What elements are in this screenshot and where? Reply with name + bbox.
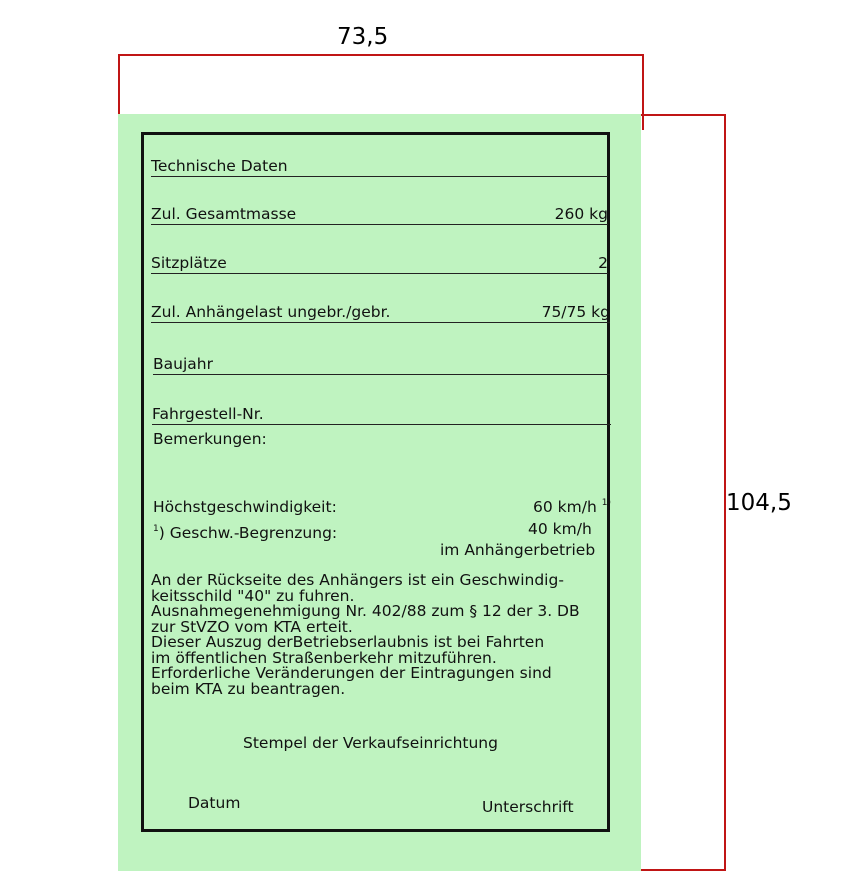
signature-label: Unterschrift [482, 798, 574, 816]
speed-limit-value: 40 km/h [528, 520, 592, 538]
section-title: Technische Daten [151, 157, 288, 175]
row-label: Sitzplätze [151, 254, 227, 272]
data-row-anhaengelast [151, 302, 610, 323]
speed-label: Höchstgeschwindigkeit: [153, 498, 337, 516]
width-dimension-right-tick [642, 54, 644, 130]
row-label: Fahrgestell-Nr. [152, 405, 264, 423]
limit-footnote-mark: 1 [153, 524, 159, 534]
stamp-label: Stempel der Verkaufseinrichtung [243, 734, 498, 752]
speed-limit-note: im Anhängerbetrieb [440, 541, 596, 559]
data-row-sitzplaetze [151, 253, 608, 274]
row-label: Zul. Gesamtmasse [151, 205, 297, 223]
row-value: 2 [598, 254, 608, 272]
speed-value: 60 km/h $^{1)}$ [533, 498, 611, 516]
data-row-fahrgestell [152, 404, 611, 425]
height-dimension-line [724, 114, 726, 871]
width-dimension-label: 73,5 [337, 24, 389, 50]
date-label: Datum [188, 794, 241, 812]
row-value: 75/75 kg [541, 303, 610, 321]
width-dimension-line [118, 54, 644, 56]
data-row-gesamtmasse [151, 204, 608, 225]
legal-paragraph: An der Rückseite des Anhängers ist ein Geschwindig- keitsschild "40" zu fuhren. Ausnahmegenehmigung Nr. 402/88 zum § 12 der 3. DB zur StVZO vom KTA erteit. Dieser Auszug derBetriebserlaubnis ist bei Fahrten im öffentlichen Straßenberkehr mitzuführen. Erforderliche Veränderungen der Eintragungen sind beim KTA zu beantragen. [151, 571, 580, 698]
data-row-baujahr [153, 354, 610, 375]
row-value: 260 kg [554, 205, 608, 223]
speed-footnote-mark: 1) [601, 498, 611, 508]
speed-limit-label: $^1$) Geschw.-Begrenzung: [153, 524, 338, 542]
height-dimension-label: 104,5 [726, 490, 792, 516]
row-label: Zul. Anhängelast ungebr./gebr. [151, 303, 391, 321]
section-title-row [151, 156, 608, 177]
row-label: Baujahr [153, 355, 213, 373]
remarks-label: Bemerkungen: [153, 430, 267, 448]
card-frame [141, 132, 610, 832]
